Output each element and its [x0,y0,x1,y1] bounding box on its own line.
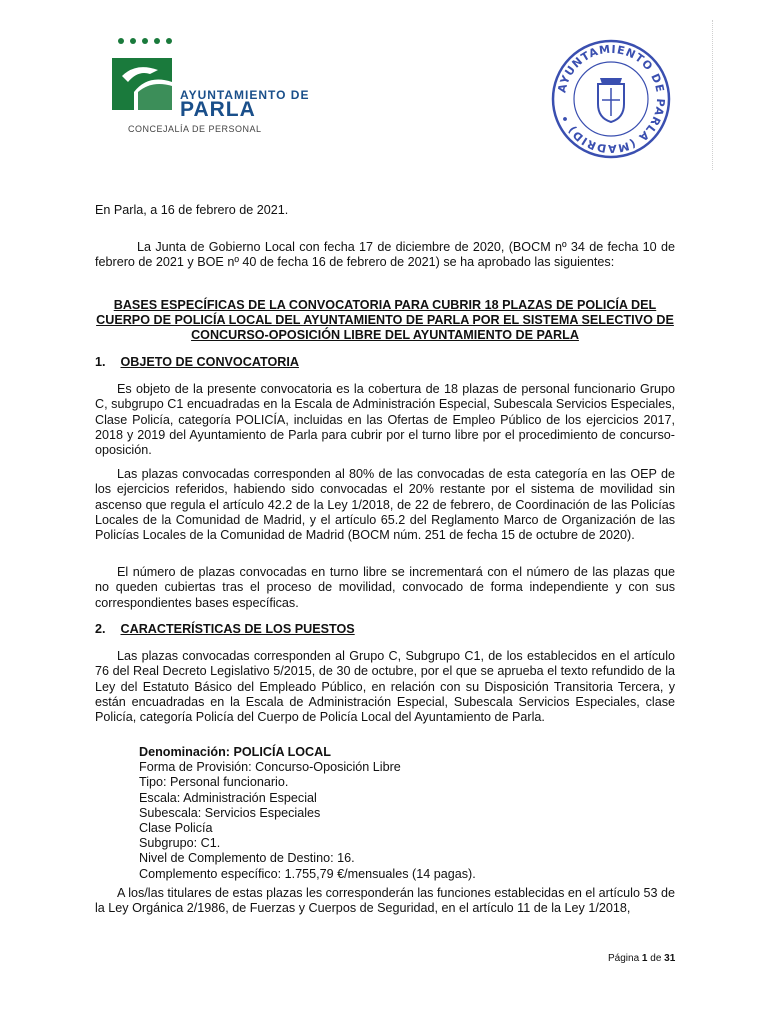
detail-subgrupo: Subgrupo: C1. [139,836,221,851]
logo-line-2: PARLA [180,98,256,121]
ayuntamiento-logo [108,38,310,138]
section-1-title: OBJETO DE CONVOCATORIA [120,355,299,369]
section-1-paragraph-3: El número de plazas convocadas en turno libre se incrementará con el número de las plazas que no queden cubiertas tras el proceso de movilidad, convocado de forma independiente y con sus correspondientes bases específicas. [95,565,675,610]
position-details [139,745,476,882]
current-page: 1 [641,953,648,964]
detail-clase: Clase Policía [139,821,213,836]
section-1-heading [95,355,299,369]
section-2-paragraph-2: A los/las titulares de estas plazas les corresponderán las funciones establecidas en el artículo 53 de la Ley Orgánica 2/1986, de Fuerzas y Cuerpos de Seguridad, en el artículo 11 de la Ley 1/2018, [95,886,675,916]
svg-text:AYUNTAMIENTO DE PARLA (MADRID): AYUNTAMIENTO DE PARLA (MADRID) • [555,42,668,156]
section-2-number: 2. [95,622,106,636]
detail-provision: Forma de Provisión: Concurso-Oposición Libre [139,760,401,775]
page-of: de [650,953,662,964]
intro-paragraph: La Junta de Gobierno Local con fecha 17 de diciembre de 2020, (BOCM nº 34 de fecha 10 de febrero de 2021 y BOE nº 40 de fecha 16 de febrero de 2021) se ha aprobado las siguientes: [95,240,675,270]
logo-subtitle: CONCEJALÍA DE PERSONAL [128,124,262,134]
page-number [608,953,675,964]
detail-tipo: Tipo: Personal funcionario. [139,775,289,790]
section-2-heading [95,622,355,636]
detail-complemento: Complemento específico: 1.755,79 €/mensuales (14 pagas). [139,866,476,881]
page-label: Página [608,953,640,964]
scan-edge-line [712,20,714,170]
date-line: En Parla, a 16 de febrero de 2021. [95,203,289,217]
detail-nivel: Nivel de Complemento de Destino: 16. [139,851,355,866]
coat-of-arms-icon [598,78,624,122]
parla-emblem-icon [108,52,176,114]
official-seal-stamp [550,38,672,160]
bases-title: BASES ESPECÍFICAS DE LA CONVOCATORIA PARA CUBRIR 18 PLAZAS DE POLICÍA DEL CUERPO DE POLICÍA LOCAL DEL AYUNTAMIENTO DE PARLA POR EL SISTEMA SELECTIVO DE CONCURSO-OPOSICIÓN LIBRE DEL AYUNTAMIENTO DE PARLA [96,298,674,342]
detail-subescala: Subescala: Servicios Especiales [139,805,321,820]
section-1-number: 1. [95,355,106,369]
logo-dots [118,38,172,44]
logo-line-1: AYUNTAMIENTO DE [180,88,310,102]
section-1-paragraph-1: Es objeto de la presente convocatoria es la cobertura de 18 plazas de personal funcionario Grupo C, subgrupo C1 encuadradas en la Escala de Administración Especial, Subescala Servicios Especiales, Clase Policía, categoría POLICÍA, incluidas en las Ofertas de Empleo Público de los ejercicios 2017, 2018 y 2019 del Ayuntamiento de Parla para cubrir por el turno libre por el procedimiento de concurso-oposición. [95,382,675,458]
detail-escala: Escala: Administración Especial [139,790,317,805]
section-1-paragraph-2: Las plazas convocadas corresponden al 80% de las convocadas de esta categoría en las OEP de los ejercicios referidos, habiendo sido convocadas el 20% restante por el sistema de movilidad sin ascenso que regula el artículo 42.2 de la Ley 1/2018, de 22 de febrero, de Coordinación de las Policías Locales de la Comunidad de Madrid, y el artículo 65.2 del Reglamento Marco de Organización de las Policías Locales de la Comunidad de Madrid (BOCM núm. 251 de fecha 15 de octubre de 2020). [95,467,675,543]
detail-denominacion: Denominación: POLICÍA LOCAL [139,745,331,759]
section-2-title: CARACTERÍSTICAS DE LOS PUESTOS [120,622,355,636]
section-2-paragraph-1: Las plazas convocadas corresponden al Grupo C, Subgrupo C1, de los establecidos en el artículo 76 del Real Decreto Legislativo 5/2015, de 30 de octubre, por el que se aprueba el texto refundido de la Ley del Estatuto Básico del Empleado Público, en relación con su Disposición Transitoria Tercera, y están encuadradas en la Escala de Administración Especial, Subescala Servicios Especiales, clase Policía, categoría Policía del Cuerpo de Policía Local del Ayuntamiento de Parla. [95,649,675,725]
total-pages: 31 [664,953,676,964]
